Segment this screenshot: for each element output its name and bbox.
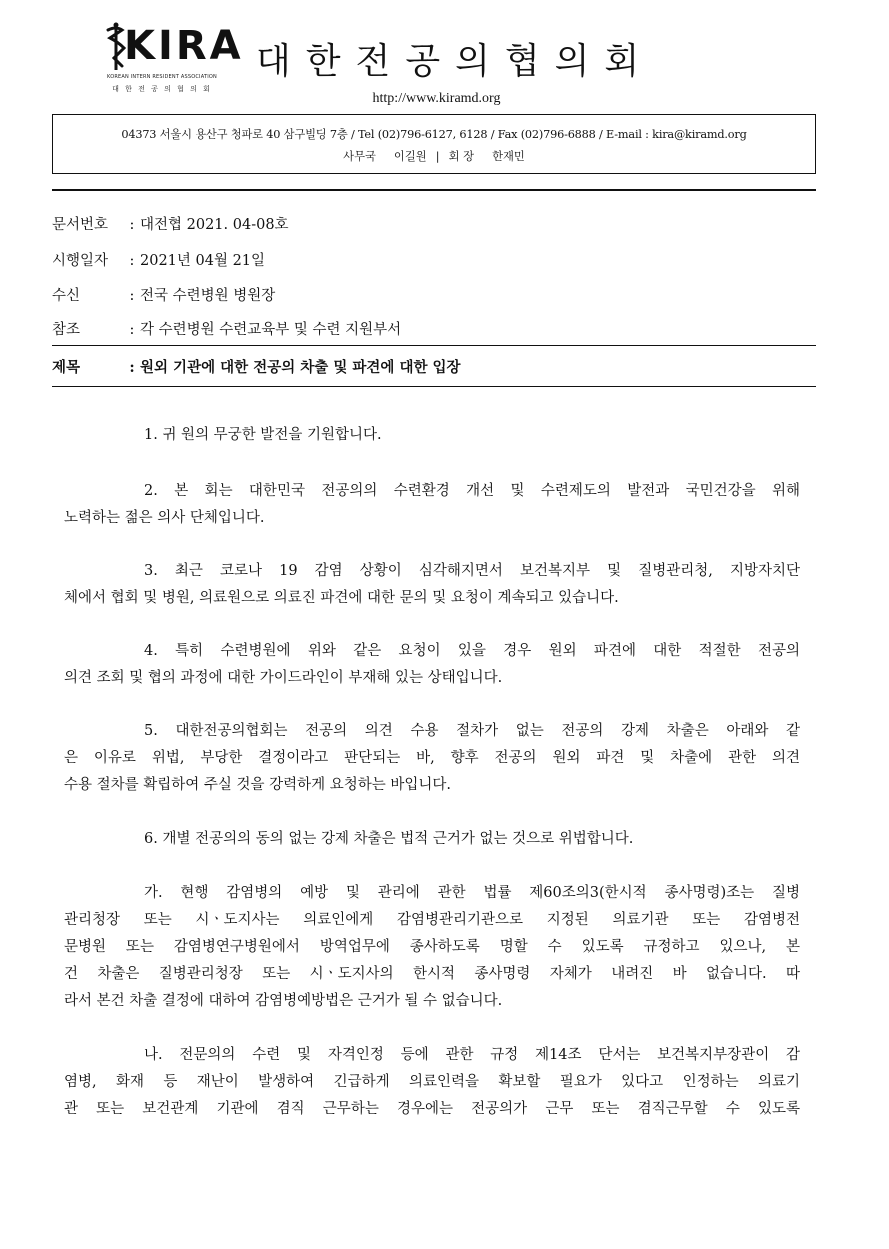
website-link[interactable]: http://www.kiramd.org — [372, 91, 501, 106]
meta-label: 문서번호 — [52, 217, 109, 233]
paragraph-line: 문병원 또는 감염병연구병원에서 방역업무에 종사하도록 명할 수 있도록 규정하고 있으나, 본 — [64, 939, 800, 955]
meta-doc-number: 문서번호 : 대전협 2021. 04-08호 — [52, 217, 289, 233]
body-paragraph — [64, 638, 800, 692]
body-paragraph — [64, 422, 800, 449]
paragraph-line: 6. 개별 전공의의 동의 없는 강제 차출은 법적 근거가 없는 것으로 위법합니다. — [144, 831, 634, 847]
meta-value: 각 수련병원 수련교육부 및 수련 지원부서 — [140, 322, 402, 338]
meta-label: 수신 — [52, 288, 81, 304]
address-line: 04373 서울시 용산구 청파로 40 삼구빌딩 7층 / Tel (02)796-6127, 6128 / Fax (02)796-6888 / E-mail : kira@kiramd.org — [121, 128, 747, 141]
contact-box — [52, 114, 816, 174]
meta-label: 참조 — [52, 322, 81, 338]
paragraph-line: 5. 대한전공의협회는 전공의 의견 수용 절차가 없는 전공의 강제 차출은 아래와 같 — [144, 723, 800, 739]
meta-subject: 제목 : 원외 기관에 대한 전공의 차출 및 파견에 대한 입장 — [52, 359, 461, 376]
paragraph-line: 라서 본건 차출 결정에 대하여 감염병예방법은 근거가 될 수 없습니다. — [64, 993, 503, 1009]
paragraph-line: 3. 최근 코로나 19 감염 상황이 심각해지면서 보건복지부 및 질병관리청, 지방자치단 — [144, 563, 800, 579]
paragraph-line: 가. 현행 감염병의 예방 및 관리에 관한 법률 제60조의3(한시적 종사명령)조는 질병 — [144, 885, 800, 901]
meta-value: 전국 수련병원 병원장 — [140, 288, 276, 304]
body-paragraph — [64, 880, 800, 1015]
paragraph-line: 나. 전문의의 수련 및 자격인정 등에 관한 규정 제14조 단서는 보건복지부장관이 감 — [144, 1047, 800, 1063]
body-paragraph — [64, 478, 800, 532]
meta-value: 2021년 04월 21일 — [140, 253, 266, 269]
paragraph-line: 관리청장 또는 시ㆍ도지사는 의료인에게 감염병관리기관으로 지정된 의료기관 또는 감염병전 — [64, 912, 800, 928]
meta-recipient: 수신 : 전국 수련병원 병원장 — [52, 288, 276, 304]
secretariat-label: 사무국 — [343, 150, 376, 163]
body-paragraph — [64, 718, 800, 799]
paragraph-line: 수용 절차를 확립하여 주실 것을 강력하게 요청하는 바입니다. — [64, 777, 452, 793]
paragraph-line: 4. 특히 수련병원에 위와 같은 요청이 있을 경우 원외 파견에 대한 적절한 전공의 — [144, 643, 800, 659]
meta-value: 대전협 2021. 04-08호 — [140, 217, 289, 233]
staff-separator: | — [435, 150, 440, 163]
paragraph-line: 관 또는 보건관계 기관에 겸직 근무하는 경우에는 전공의가 근무 또는 겸직근무할 수 있도록 — [64, 1101, 800, 1117]
subject-bottom-rule — [52, 386, 816, 387]
paragraph-line: 체에서 협회 및 병원, 의료원으로 의료진 파견에 대한 문의 및 요청이 계속되고 있습니다. — [64, 590, 619, 606]
paragraph-line: 1. 귀 원의 무궁한 발전을 기원합니다. — [144, 427, 382, 443]
body-paragraph — [64, 558, 800, 612]
paragraph-line: 염병, 화재 등 재난이 발생하여 긴급하게 의료인력을 확보할 필요가 있다고 인정하는 의료기 — [64, 1074, 800, 1090]
logo-subtitle-ko: 대 한 전 공 의 협 의 회 — [112, 85, 212, 93]
president-name: 한재민 — [492, 150, 525, 163]
meta-label: 시행일자 — [52, 253, 109, 269]
logo-subtitle-en: KOREAN INTERN RESIDENT ASSOCIATION — [107, 74, 217, 80]
subject-top-rule — [52, 345, 816, 346]
paragraph-line: 의견 조회 및 협의 과정에 대한 가이드라인이 부재해 있는 상태입니다. — [64, 670, 503, 686]
meta-reference: 참조 : 각 수련병원 수련교육부 및 수련 지원부서 — [52, 322, 402, 338]
header-divider — [52, 189, 816, 191]
secretariat-name: 이길원 — [393, 150, 427, 163]
paragraph-line: 건 차출은 질병관리청장 또는 시ㆍ도지사의 한시적 종사명령 자체가 내려진 바 없습니다. 따 — [64, 966, 800, 982]
president-label: 회 장 — [448, 150, 475, 163]
paragraph-line: 2. 본 회는 대한민국 전공의의 수련환경 개선 및 수련제도의 발전과 국민건강을 위해 — [144, 483, 800, 499]
kira-logo — [102, 22, 244, 102]
logo-wordmark: KIRA — [124, 23, 244, 69]
paragraph-line: 노력하는 젊은 의사 단체입니다. — [64, 510, 265, 526]
organization-name: 대한전공의협의회 — [256, 41, 655, 82]
staff-line — [53, 148, 815, 164]
meta-value: 원외 기관에 대한 전공의 차출 및 파견에 대한 입장 — [140, 359, 461, 376]
meta-date: 시행일자 : 2021년 04월 21일 — [52, 253, 266, 269]
body-paragraph — [64, 826, 800, 853]
body-paragraph — [64, 1042, 800, 1123]
meta-label: 제목 — [52, 359, 81, 376]
paragraph-line: 은 이유로 위법, 부당한 결정이라고 판단되는 바, 향후 전공의 원외 파견 및 차출에 관한 의견 — [64, 750, 800, 766]
